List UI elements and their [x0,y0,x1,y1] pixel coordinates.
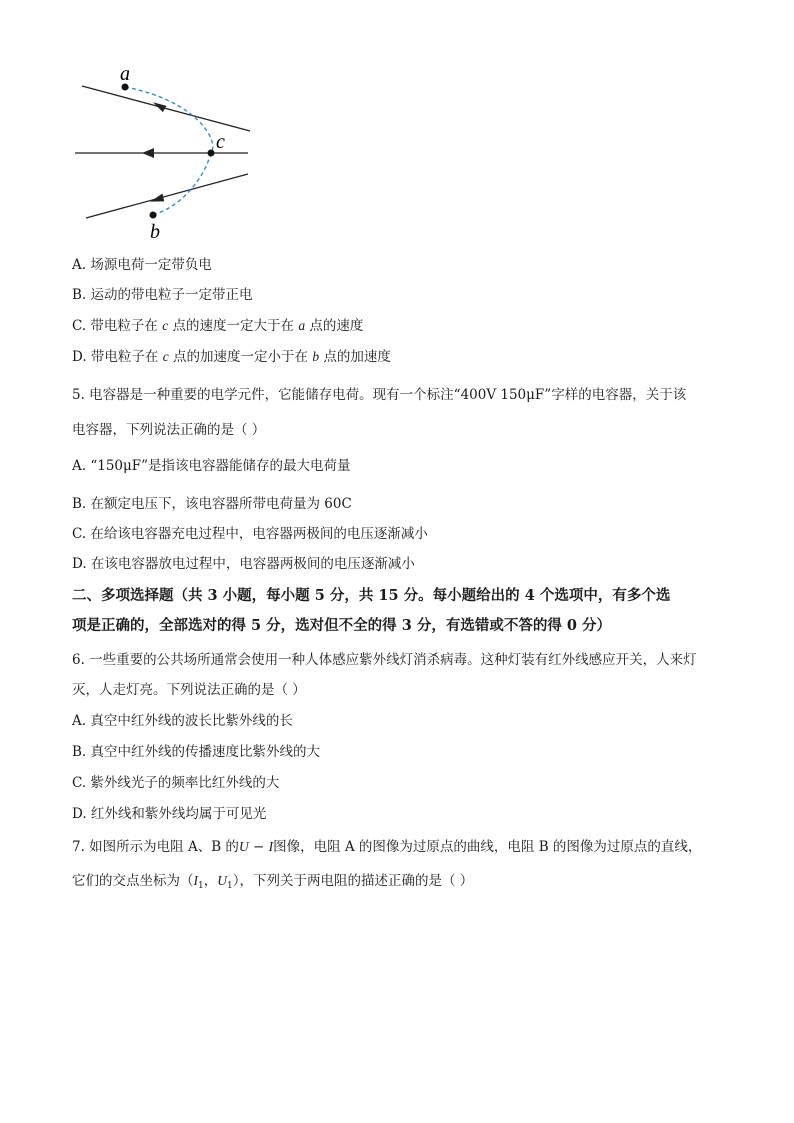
var-u1: U [217,873,227,888]
q7-text3: 它们的交点坐标为（ [72,873,194,889]
q4-option-d-text2: 点的加速度一定小于在 [173,349,309,365]
subscript-1: 1 [226,881,233,891]
q7-text1: 7. 如图所示为电阻 A、B 的 [72,839,239,855]
q5-option-d: D. 在该电容器放电过程中，电容器两极间的电压逐渐减小 [72,556,415,572]
field-line-bottom [86,174,248,218]
label-b: b [150,221,160,240]
q6-option-a: A. 真空中红外线的波长比紫外线的长 [72,713,293,729]
q6-option-c: C. 紫外线光子的频率比红外线的大 [72,775,280,791]
var-i1: I [193,873,198,888]
arrow-icon [150,193,165,202]
q7-stem-line1 [72,837,701,857]
q7-dash: − [248,839,269,855]
q4-option-d-text1: D. 带电粒子在 [72,349,159,365]
q4-option-b: B. 运动的带电粒子一定带正电 [72,287,253,303]
q4-option-d [72,347,391,367]
q7-comma: ， [203,873,218,889]
q5-stem-line1: 5. 电容器是一种重要的电学元件，它能储存电荷。现有一个标注“400V 150μF”字样的电容器，关于该 [72,387,687,403]
var-u: U [238,839,249,854]
var-i: I [268,839,274,854]
field-line-figure [70,60,270,240]
q4-option-d-text3: 点的加速度 [323,349,391,365]
arrow-icon [151,102,166,112]
q5-option-b: B. 在额定电压下，该电容器所带电荷量为 60C [72,496,352,512]
q4-option-c-text1: C. 带电粒子在 [72,318,158,334]
q7-text2: 图像，电阻 A 的图像为过原点的曲线，电阻 B 的图像为过原点的直线， [273,839,702,855]
q7-stem-line2 [72,871,473,896]
field-line-top [82,86,250,131]
subscript-1: 1 [198,881,204,891]
q4-option-a: A. 场源电荷一定带负电 [72,257,212,273]
point-b [150,212,157,219]
q4-option-c [72,316,363,336]
q5-stem-line2: 电容器，下列说法正确的是（ ） [72,422,266,438]
label-c: c [216,131,225,153]
q7-text4: ），下列关于两电阻的描述正确的是（ ） [232,873,474,889]
q6-option-b: B. 真空中红外线的传播速度比紫外线的大 [72,744,321,760]
q5-option-c: C. 在给该电容器充电过程中，电容器两极间的电压逐渐减小 [72,526,428,542]
label-a: a [120,63,130,85]
q5-option-a: A. “150μF”是指该电容器能储存的最大电荷量 [72,458,351,474]
q6-option-d: D. 红外线和紫外线均属于可见光 [72,806,267,822]
var-c: c [162,318,169,333]
q6-stem-line2: 灭，人走灯亮。下列说法正确的是（ ） [72,682,306,698]
point-c [208,150,215,157]
section-heading-line2: 项是正确的，全部选对的得 5 分，选对但不全的得 3 分，有选错或不答的得 0 分） [72,617,612,634]
q4-option-c-text2: 点的速度一定大于在 [172,318,295,334]
var-a: a [298,318,306,333]
var-b: b [312,349,320,364]
arrow-icon [142,148,154,158]
q4-option-c-text3: 点的速度 [309,318,364,334]
section-heading-line1: 二、多项选择题（共 3 小题，每小题 5 分，共 15 分。每小题给出的 4 个选项中，有多个选 [72,587,671,604]
var-c: c [162,349,169,364]
q6-stem-line1: 6. 一些重要的公共场所通常会使用一种人体感应紫外线灯消杀病毒。这种灯装有红外线感应开关，人来灯 [72,652,697,668]
